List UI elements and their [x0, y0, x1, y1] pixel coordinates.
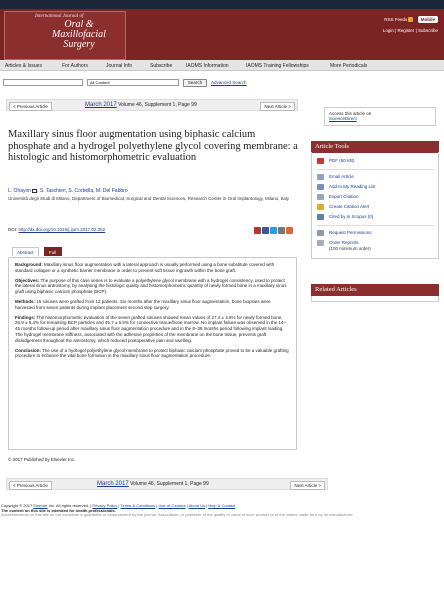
privacy-policy-link[interactable]: Privacy Policy	[92, 503, 118, 508]
plus-share-icon[interactable]	[286, 227, 293, 234]
next-article-button[interactable]: Next Article >	[260, 102, 295, 111]
divider	[317, 169, 435, 170]
issue-info	[85, 102, 197, 108]
author-link[interactable]: M. Del Fabbro	[95, 188, 128, 194]
article-title: Maxillary sinus floor augmentation using biphasic calcium phosphate and a hydrogel polyethylene glycol covering membrane: a histologic and histomorphometric evaluation	[8, 129, 298, 163]
terms-link[interactable]: Terms & Conditions	[120, 503, 156, 508]
rss-icon	[408, 17, 413, 22]
reading-list-icon	[317, 184, 324, 190]
abstract-conclusion: Conclusion: The use of a hydrogel polyethylene glycol membrane to protect biphasic calcium phosphate proved to be a valuable grafting procedure to enhance the vital bone formation in the maxillary sinus floor augmentation procedure.	[15, 347, 289, 359]
header-links: RSS Feeds Mobile Login | Register | Subscribe	[382, 17, 438, 33]
footer: Copyright © 2017 Elsevier Inc. All rights reserved. | Privacy Policy | Terms & Conditions | Use of Cookies | About Us | Help & Contact The content on this site is intended for health professionals. Advertisements on this site do not constitute a guarantee or endorsement by the journal, Association, or publisher of the quality or value of such product or of the claims made for it by its manufacturer.	[0, 504, 444, 518]
author-link[interactable]: L. Ohayon	[8, 188, 32, 194]
share-icons	[254, 227, 294, 236]
footer-disclaimer: Advertisements on this site do not constitute a guarantee or endorsement by the journal, Association, or publisher of the quality or value of such product or of the claims made for it by its manufacturer.	[1, 512, 354, 518]
register-link[interactable]: Register	[397, 28, 415, 33]
main-nav	[0, 60, 444, 71]
nav-iaoms-training[interactable]: IAOMS Training Fellowships	[246, 63, 309, 69]
abstract-panel	[8, 257, 297, 450]
affiliation: Università degli Studi di Milano, Department of Biomedical, Surgical and Dental Sciences, Research Center in Oral Implantology, Milano, Italy	[8, 196, 290, 201]
elsevier-link[interactable]: Elsevier	[33, 503, 48, 508]
sciencedirect-link[interactable]: ScienceDirect	[329, 116, 357, 121]
footer-notice: The content on this site is intended for health professionals.	[1, 507, 116, 513]
journal-subtitle: International Journal of	[35, 14, 84, 19]
article-tools-heading: Article Tools	[311, 141, 439, 153]
article-nav-top	[6, 99, 298, 111]
previous-article-button[interactable]: < Previous Article	[9, 481, 52, 490]
doi-line: DOI: http://dx.doi.org/10.1016/j.ijom.2017.02.352	[8, 227, 106, 232]
mobile-button[interactable]: Mobile	[418, 16, 438, 23]
related-articles-heading: Related Articles	[311, 284, 439, 296]
twitter-icon[interactable]	[270, 227, 277, 234]
copyright-notice: © 2017 Published by Elsevier Inc.	[8, 457, 76, 462]
advanced-search-link[interactable]: Advanced Search	[211, 80, 247, 85]
header	[0, 9, 444, 60]
tab-abstract[interactable]: Abstract	[12, 247, 39, 256]
doi-link[interactable]: http://dx.doi.org/10.1016/j.ijom.2017.02.352	[18, 227, 106, 232]
cookies-link[interactable]: Use of Cookies	[158, 503, 186, 508]
reprints-icon	[317, 240, 324, 246]
pdf-icon	[317, 158, 324, 164]
abstract-methods: Methods: 15 sinuses were grafted from 12 patients. Six months after the maxillary sinus floor augmentation, bone biopsies were harvested from seven patients during implant placement second step surgery.	[15, 298, 271, 310]
email-icon[interactable]	[32, 189, 37, 193]
about-us-link[interactable]: About Us	[188, 503, 206, 508]
nav-journal-info[interactable]: Journal Info	[106, 63, 133, 69]
sciencedirect-access-box: Access this article on ScienceDirect	[324, 107, 436, 126]
nav-articles-issues[interactable]: Articles & Issues	[5, 63, 42, 69]
author-link[interactable]: S. Corbella	[68, 188, 94, 194]
article-nav-bottom	[6, 478, 328, 490]
related-articles-panel	[311, 296, 439, 302]
search-bar	[0, 74, 444, 88]
issue-volume: Volume 46, Supplement 1, Page 99	[118, 102, 197, 108]
share-icon[interactable]	[254, 227, 261, 234]
search-input[interactable]	[3, 79, 83, 86]
permissions-icon	[317, 230, 324, 236]
nav-iaoms-information[interactable]: IAOMS Information	[186, 63, 229, 69]
abstract-findings: Findings: The histomorphometric evaluation of the seven grafted sinuses showed mean values of 27.4 ± 4.6% for newly formed bone, 26.9 ± 5.4% for remaining BCP particles and 45.7 ± 6.5% for connective tissue/bone marrow. No implant failure was observed in the 14–45 months follow-up period after maxillary sinus floor augmentation procedure and in the 8–39 months period following implant loading. The hydrogel membrane stiffness, associated with the adhesive properties of the membrane on the bone tissue, prevents graft dislodgement throughout the antrostomy, which reduced postoperative pain and swelling.	[15, 314, 287, 343]
issue-info	[97, 481, 209, 487]
author-link[interactable]: S. Taschieri	[39, 188, 66, 194]
previous-article-button[interactable]: < Previous Article	[9, 102, 52, 111]
search-scope-select[interactable]	[87, 79, 179, 86]
article-tools-panel: PDF (50 KB) Email Article Add to My Reading List Export Citation Create Citation Alert Cited by in Scopus (0) Request Permissions Order Reprints (100 minimum order)	[311, 152, 439, 259]
scopus-icon	[317, 214, 324, 220]
search-button[interactable]: Search	[183, 79, 207, 87]
alert-icon	[317, 204, 324, 210]
export-icon	[317, 194, 324, 200]
nav-more-periodicals[interactable]: More Periodicals	[330, 63, 368, 69]
tab-full-text[interactable]: Full Text	[44, 247, 62, 256]
issue-volume: Volume 46, Supplement 1, Page 99	[130, 481, 209, 487]
abstract-background: Background: Maxillary sinus floor augmentation with a lateral approach is usually performed using a bone substitute covered with standard collagen or a synthetic barrier membrane in order to prevent soft tissue ingrowth within the bone graft.	[15, 262, 275, 273]
author-list: L. Ohayon , S. Taschieri, S. Corbella, M. Del Fabbro	[8, 188, 128, 194]
email-share-icon[interactable]	[278, 227, 285, 234]
nav-subscribe[interactable]: Subscribe	[150, 63, 173, 69]
journal-name: Oral & Maxillofacial Surgery	[52, 19, 106, 50]
login-link[interactable]: Login	[382, 28, 394, 33]
issue-month-link[interactable]: March 2017	[97, 481, 129, 487]
journal-logo[interactable]	[4, 11, 126, 60]
email-icon	[317, 174, 324, 180]
rss-feeds-link[interactable]: RSS Feeds	[384, 17, 408, 22]
issue-month-link[interactable]: March 2017	[85, 102, 117, 108]
next-article-button[interactable]: Next Article >	[290, 481, 325, 490]
nav-for-authors[interactable]: For Authors	[62, 63, 88, 69]
help-contact-link[interactable]: Help & Contact	[208, 503, 236, 508]
facebook-icon[interactable]	[262, 227, 269, 234]
divider	[317, 225, 435, 226]
abstract-objectives: Objectives: The purpose of this case series is to evaluate a polyethylene glycol membrane with a hydrogel consistency, used to protect the lateral sinus antrostomy, by analysing the histologic quality and histomorphometric quantity of newly formed bone in a maxillary sinus graft using biphasic calcium phosphate (BCP).	[15, 277, 287, 295]
subscribe-link[interactable]: Subscribe	[417, 28, 438, 33]
top-bar	[0, 0, 444, 9]
